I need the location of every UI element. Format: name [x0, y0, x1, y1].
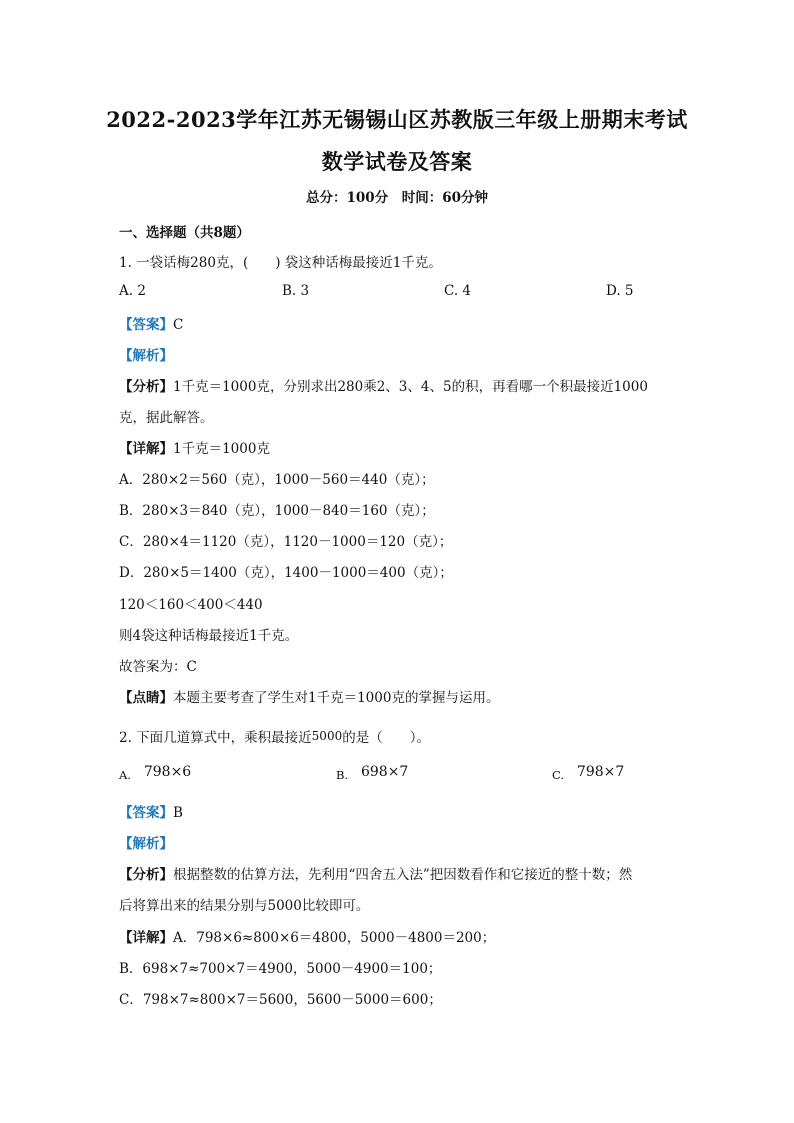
fenxi-tag: 【分析】 [119, 867, 173, 883]
detail-tag: 【详解】 [119, 930, 173, 946]
q2-step-b: B．698×7≈700×7＝4900，5000－4900＝100； [119, 961, 442, 977]
option-letter: C. [552, 768, 565, 782]
comment-tag: 【点睛】 [119, 690, 173, 706]
option-letter: A. [119, 768, 131, 782]
q1-fenxi-line1 [119, 375, 648, 395]
q1-fenxi-line2: 克，据此解答。 [119, 410, 214, 426]
q1-final: 故答案为：C [119, 659, 197, 675]
fenxi-text: 根据整数的估算方法，先利用“四舍五入法”把因数看作和它接近的整十数；然 [173, 867, 633, 883]
q1-step-b: B．280×3＝840（克），1000－840＝160（克）； [119, 503, 435, 519]
answer-tag: 【答案】 [119, 317, 173, 333]
q2-step-c: C．798×7≈800×7＝5600，5600－5000＝600； [119, 992, 442, 1008]
answer-value: B [173, 805, 183, 821]
q1-detail [119, 437, 270, 457]
option-letter: B. [336, 768, 349, 782]
section-heading-choice: 一、选择题（共8题） [119, 225, 250, 241]
option-expr: 798×7 [576, 764, 625, 780]
answer-value: C [173, 317, 184, 333]
q1-stem: 1. 一袋话梅280克，( ) 袋这种话梅最接近1千克。 [119, 255, 442, 271]
q2-fenxi-line2: 后将算出来的结果分别与5000比较即可。 [119, 898, 370, 914]
q1-option-a: A. 2 [119, 283, 146, 299]
analysis-tag: 【解析】 [119, 348, 173, 364]
q1-step-a: A．280×2＝560（克），1000－560＝440（克）； [119, 472, 435, 488]
q2-stem-number: 5000 [311, 729, 343, 743]
q2-analysis-heading [119, 832, 173, 852]
q1-analysis-heading [119, 344, 173, 364]
step-text: A．798×6≈800×6＝4800，5000－4800＝200； [173, 930, 496, 946]
q2-stem-prefix: 2. 下面几道算式中，乘积最接近 [119, 730, 312, 746]
option-expr: 798×6 [143, 764, 192, 780]
q1-comment [119, 686, 499, 706]
analysis-tag: 【解析】 [119, 836, 173, 852]
exam-title-line1: 2022-2023学年江苏无锡锡山区苏教版三年级上册期末考试 [106, 107, 688, 132]
fenxi-tag: 【分析】 [119, 379, 173, 395]
exam-meta: 总分：100分 时间：60分钟 [306, 190, 488, 206]
q2-option-c [552, 764, 625, 783]
exam-title-line2: 数学试卷及答案 [321, 149, 473, 174]
detail-intro: 1千克＝1000克 [173, 441, 270, 457]
q1-conclusion: 则4袋这种话梅最接近1千克。 [119, 628, 299, 644]
q2-stem [119, 726, 430, 746]
fenxi-text: 1千克＝1000克，分别求出280乘2、3、4、5的积，再看哪一个积最接近1000 [173, 379, 648, 395]
q2-stem-suffix: 的是（ ）。 [342, 730, 430, 746]
q1-answer [119, 313, 183, 333]
option-expr: 698×7 [360, 764, 409, 780]
q2-option-a [119, 764, 192, 783]
answer-tag: 【答案】 [119, 805, 173, 821]
q2-detail-step-a [119, 926, 495, 946]
q1-step-c: C．280×4＝1120（克），1120－1000＝120（克）； [119, 534, 453, 550]
comment-text: 本题主要考查了学生对1千克＝1000克的掌握与运用。 [173, 690, 500, 706]
detail-tag: 【详解】 [119, 441, 173, 457]
q2-option-b [336, 764, 409, 783]
q1-option-b: B. 3 [282, 283, 310, 299]
q2-fenxi-line1 [119, 863, 632, 883]
q1-option-c: C. 4 [444, 283, 472, 299]
q1-step-d: D．280×5＝1400（克），1400－1000＝400（克）； [119, 565, 453, 581]
q1-compare: 120＜160＜400＜440 [119, 597, 263, 613]
q2-answer [119, 801, 183, 821]
q1-option-d: D. 5 [606, 283, 634, 299]
